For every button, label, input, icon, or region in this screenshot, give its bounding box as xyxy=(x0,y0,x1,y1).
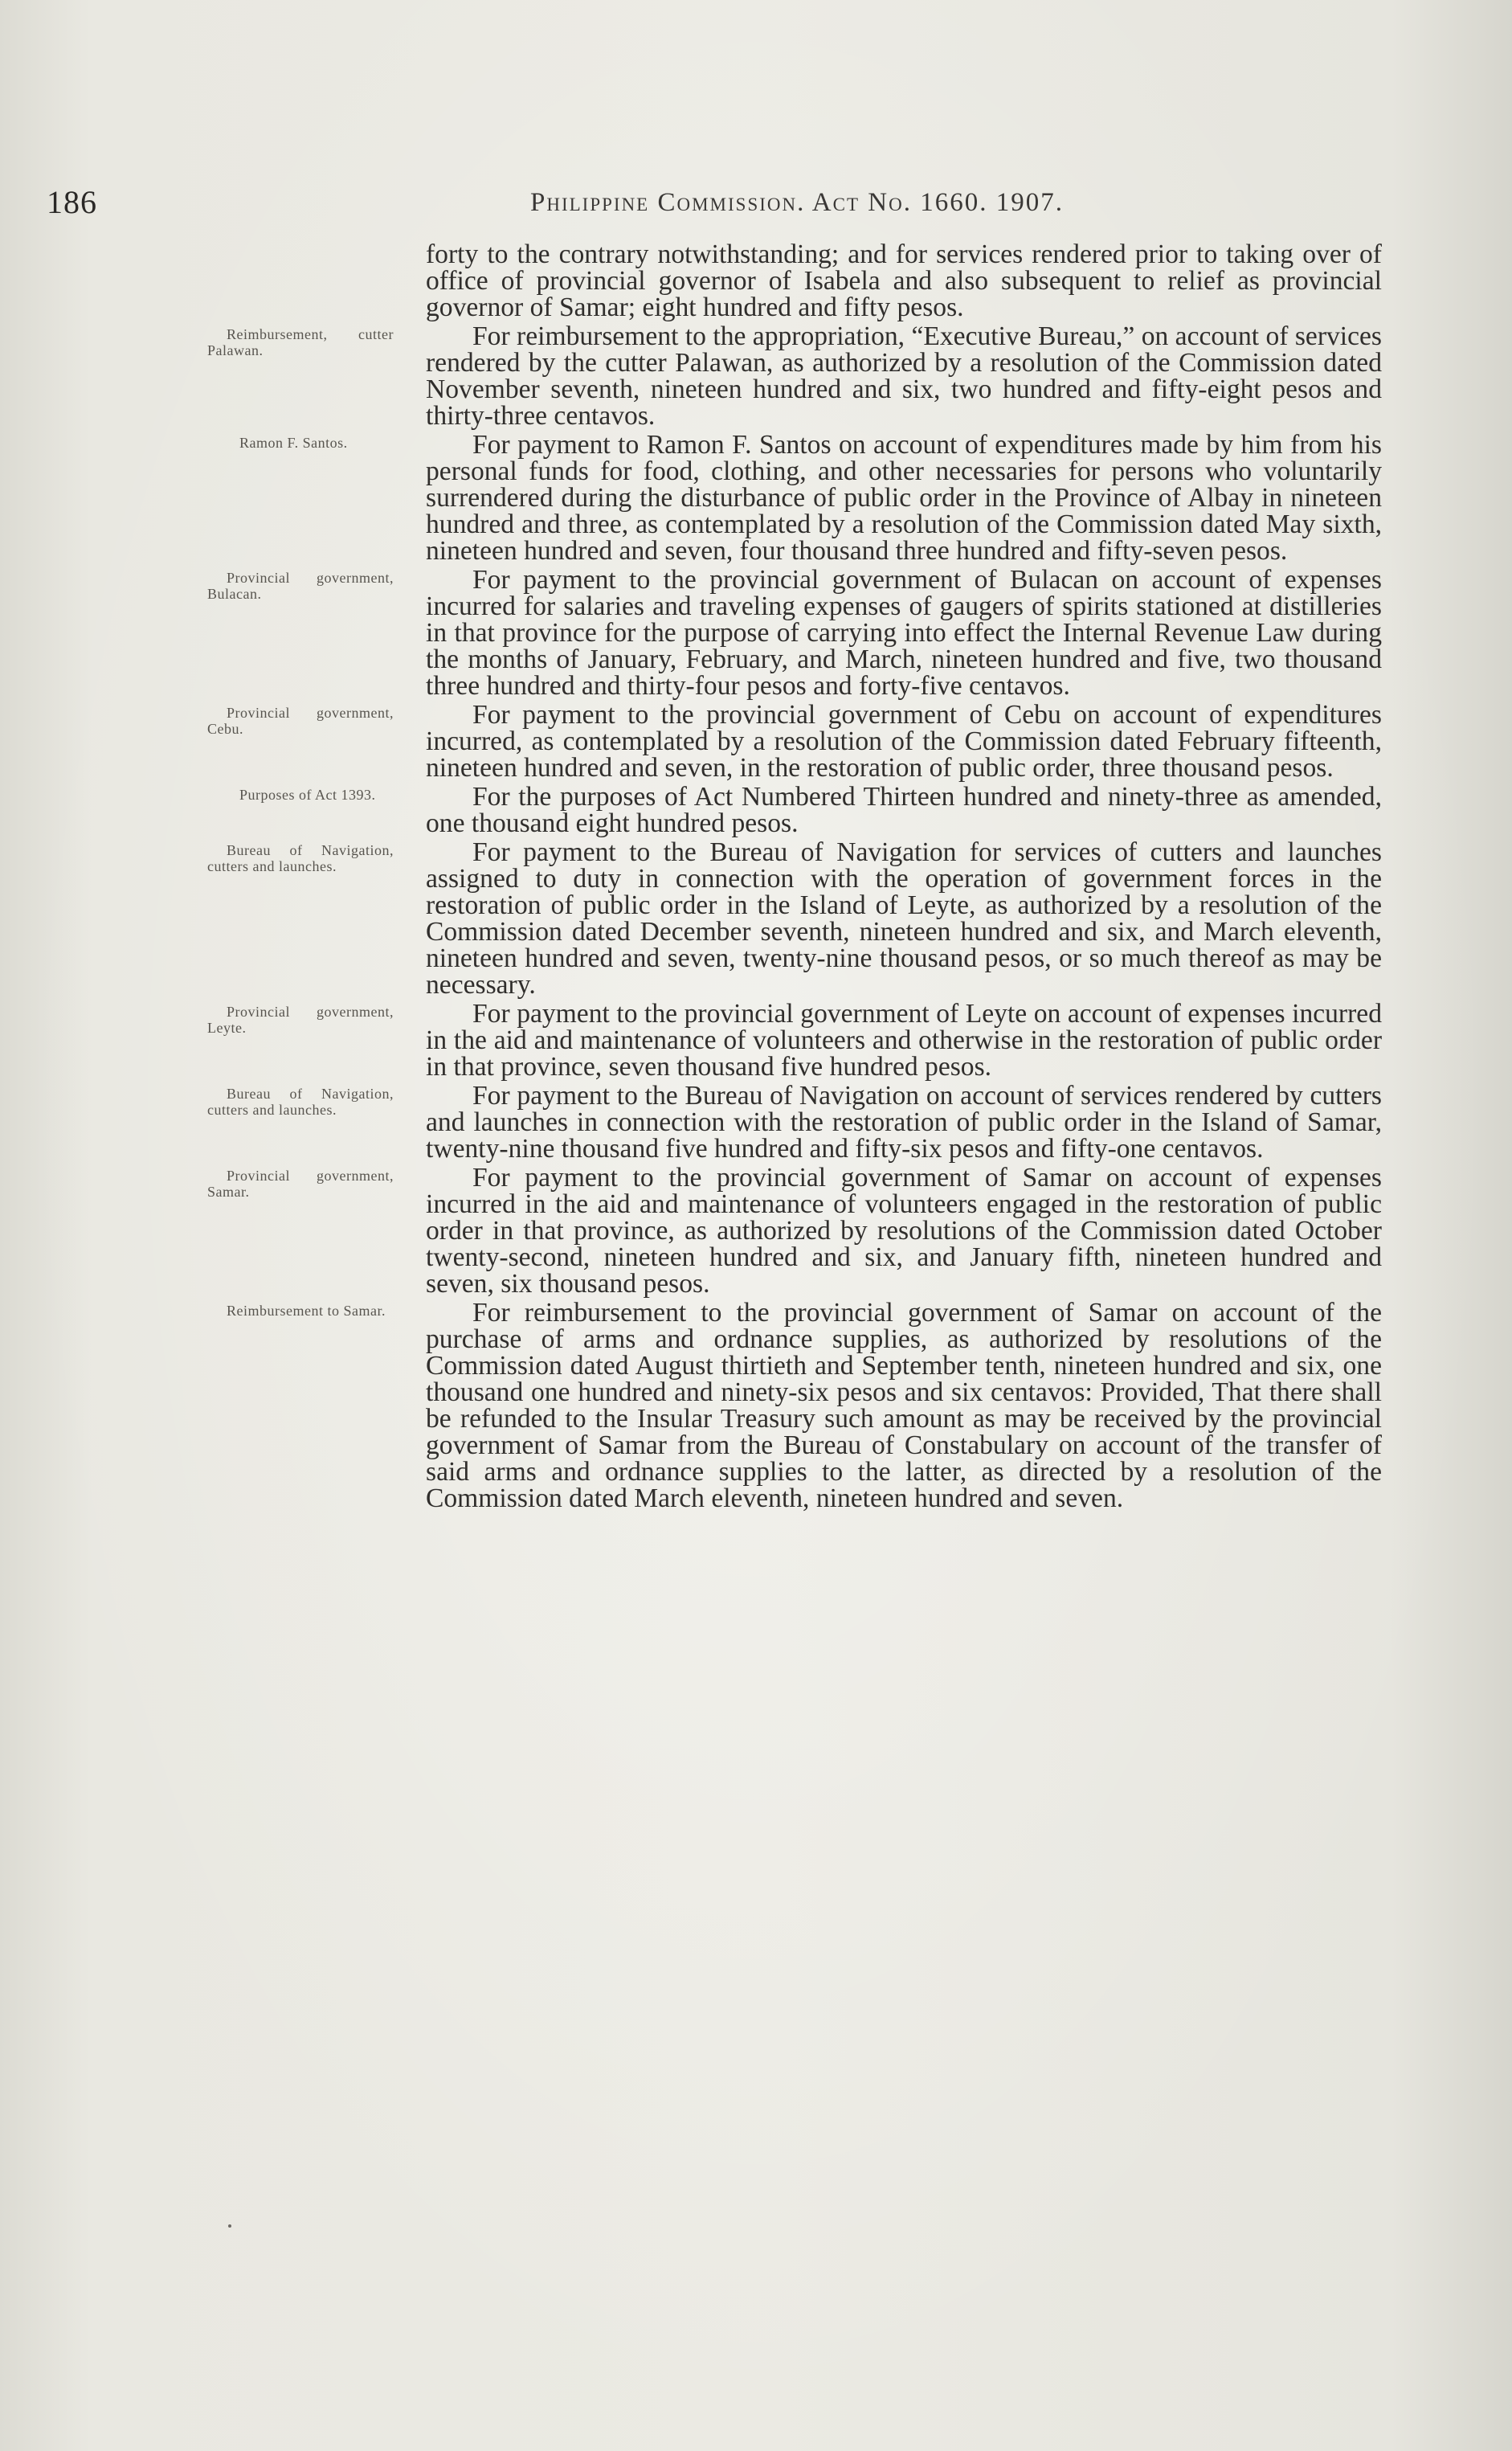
paragraph-text: For payment to Ramon F. Santos on account of expenditures made by him from his personal funds for food, clothing, and other necessaries for persons who voluntarily surrendered during the disturbance of public order in the Province of Albay in nineteen hundred and three, as contemplated by a resolution of the Commission dated May sixth, nineteen hundred and seven, four thousand three hundred and fifty-seven pesos. xyxy=(426,430,1382,566)
paragraph-text: For the purposes of Act Numbered Thirteen hundred and ninety-three as amended, one thousand eight hundred pesos. xyxy=(426,782,1382,838)
margin-note-cebu: Provincial government, Cebu. xyxy=(207,705,394,737)
margin-note-santos: Ramon F. Santos. xyxy=(239,435,348,451)
paragraph-navigation-samar xyxy=(207,1081,1382,1164)
page-header xyxy=(0,183,1512,223)
paragraph-text: forty to the contrary notwithstanding; and for services rendered prior to taking over of office of provincial governor of Isabela and also subsequent to relief as provincial governor of Samar; eight hundred and fifty pesos. xyxy=(426,239,1382,322)
margin-note-navigation-leyte: Bureau of Navigation, cutters and launches. xyxy=(207,842,394,874)
running-head: Philippine Commission. Act No. 1660. 1907. xyxy=(530,188,1064,217)
paragraph-text: For payment to the provincial government of Cebu on account of expenditures incurred, as contemplated by a resolution of the Commission dated February fifteenth, nineteen hundred and seven, in the restoration of public order, three thousand pesos. xyxy=(426,700,1382,783)
paragraph-text: For reimbursement to the provincial government of Samar on account of the purchase of arms and ordnance supplies, as authorized by resolutions of the Commission dated August thirtieth and September tenth, nineteen hundred and six, one thousand one hundred and ninety-six pesos and six centavos: Provided, That there shall be refunded to the Insular Treasury such amount as may be received by the provincial government of Samar from the Bureau of Constabulary on account of the transfer of said arms and ordnance supplies to the latter, as directed by a resolution of the Commission dated March eleventh, nineteen hundred and seven. xyxy=(426,1298,1382,1513)
margin-note-leyte: Provincial government, Leyte. xyxy=(207,1004,394,1036)
paragraph-santos xyxy=(239,430,1382,566)
paragraph-cebu xyxy=(207,700,1382,783)
page-number: 186 xyxy=(47,184,97,220)
paragraph-text: For payment to the provincial government of Bulacan on account of expenses incurred for salaries and traveling expenses of gaugers of spirits stationed at distilleries in that province for the purpose of carrying into effect the Internal Revenue Law during the months of January, February, and March, nineteen hundred and five, two thousand three hundred and thirty-four pesos and forty-five centavos. xyxy=(426,565,1382,701)
margin-note-palawan: Reimbursement, cutter Palawan. xyxy=(207,326,394,358)
paragraph-text: For payment to the provincial government of Leyte on account of expenses incurred in the aid and maintenance of volunteers and otherwise in the restoration of public order in that province, seven thousand five hundred pesos. xyxy=(426,999,1382,1082)
paragraph-purposes xyxy=(239,782,1382,838)
paragraph-text: For payment to the Bureau of Navigation for services of cutters and launches assigned to duty in connection with the operation of government forces in the restoration of public order in the Island of Leyte, as authorized by a resolution of the Commission dated December seventh, nineteen hundred and six, and March eleventh, nineteen hundred and seven, twenty-nine thousand pesos, or so much thereof as may be necessary. xyxy=(426,837,1382,1000)
margin-note-navigation-samar: Bureau of Navigation, cutters and launches. xyxy=(207,1086,394,1118)
margin-note-samar: Provincial government, Samar. xyxy=(207,1168,394,1200)
paragraph-continuation xyxy=(426,241,1382,321)
paragraph-text: For payment to the provincial government of Samar on account of expenses incurred in the aid and maintenance of volunteers engaged in the restoration of public order in that province, as authorized by resolutions of the Commission dated October twenty-second, nineteen hundred and six, and January fifth, nineteen hundred and seven, six thousand pesos. xyxy=(426,1163,1382,1299)
body-text xyxy=(207,239,1382,1514)
paragraph-leyte xyxy=(207,999,1382,1082)
paragraph-text: For payment to the Bureau of Navigation on account of services rendered by cutters and launches in connection with the restoration of public order in the Island of Samar, twenty-nine thousand five hundred and fifty-six pesos and fifty-one centavos. xyxy=(426,1081,1382,1164)
paragraph-navigation-leyte xyxy=(207,837,1382,1000)
paragraph-text: For reimbursement to the appropriation, “Executive Bureau,” on account of services rendered by the cutter Palawan, as authorized by a resolution of the Commission dated November seventh, nineteen hundred and six, two hundred and fifty-eight pesos and thirty-three centavos. xyxy=(426,321,1382,431)
paragraph-reimbursement-samar xyxy=(227,1298,1382,1513)
paragraph-samar xyxy=(207,1163,1382,1299)
scan-speck xyxy=(228,2224,231,2228)
margin-note-reimbursement-samar: Reimbursement to Samar. xyxy=(227,1303,386,1319)
margin-note-purposes: Purposes of Act 1393. xyxy=(239,787,376,803)
paragraph-palawan xyxy=(207,321,1382,431)
margin-note-bulacan: Provincial government, Bulacan. xyxy=(207,570,394,602)
paragraph-bulacan xyxy=(207,565,1382,701)
